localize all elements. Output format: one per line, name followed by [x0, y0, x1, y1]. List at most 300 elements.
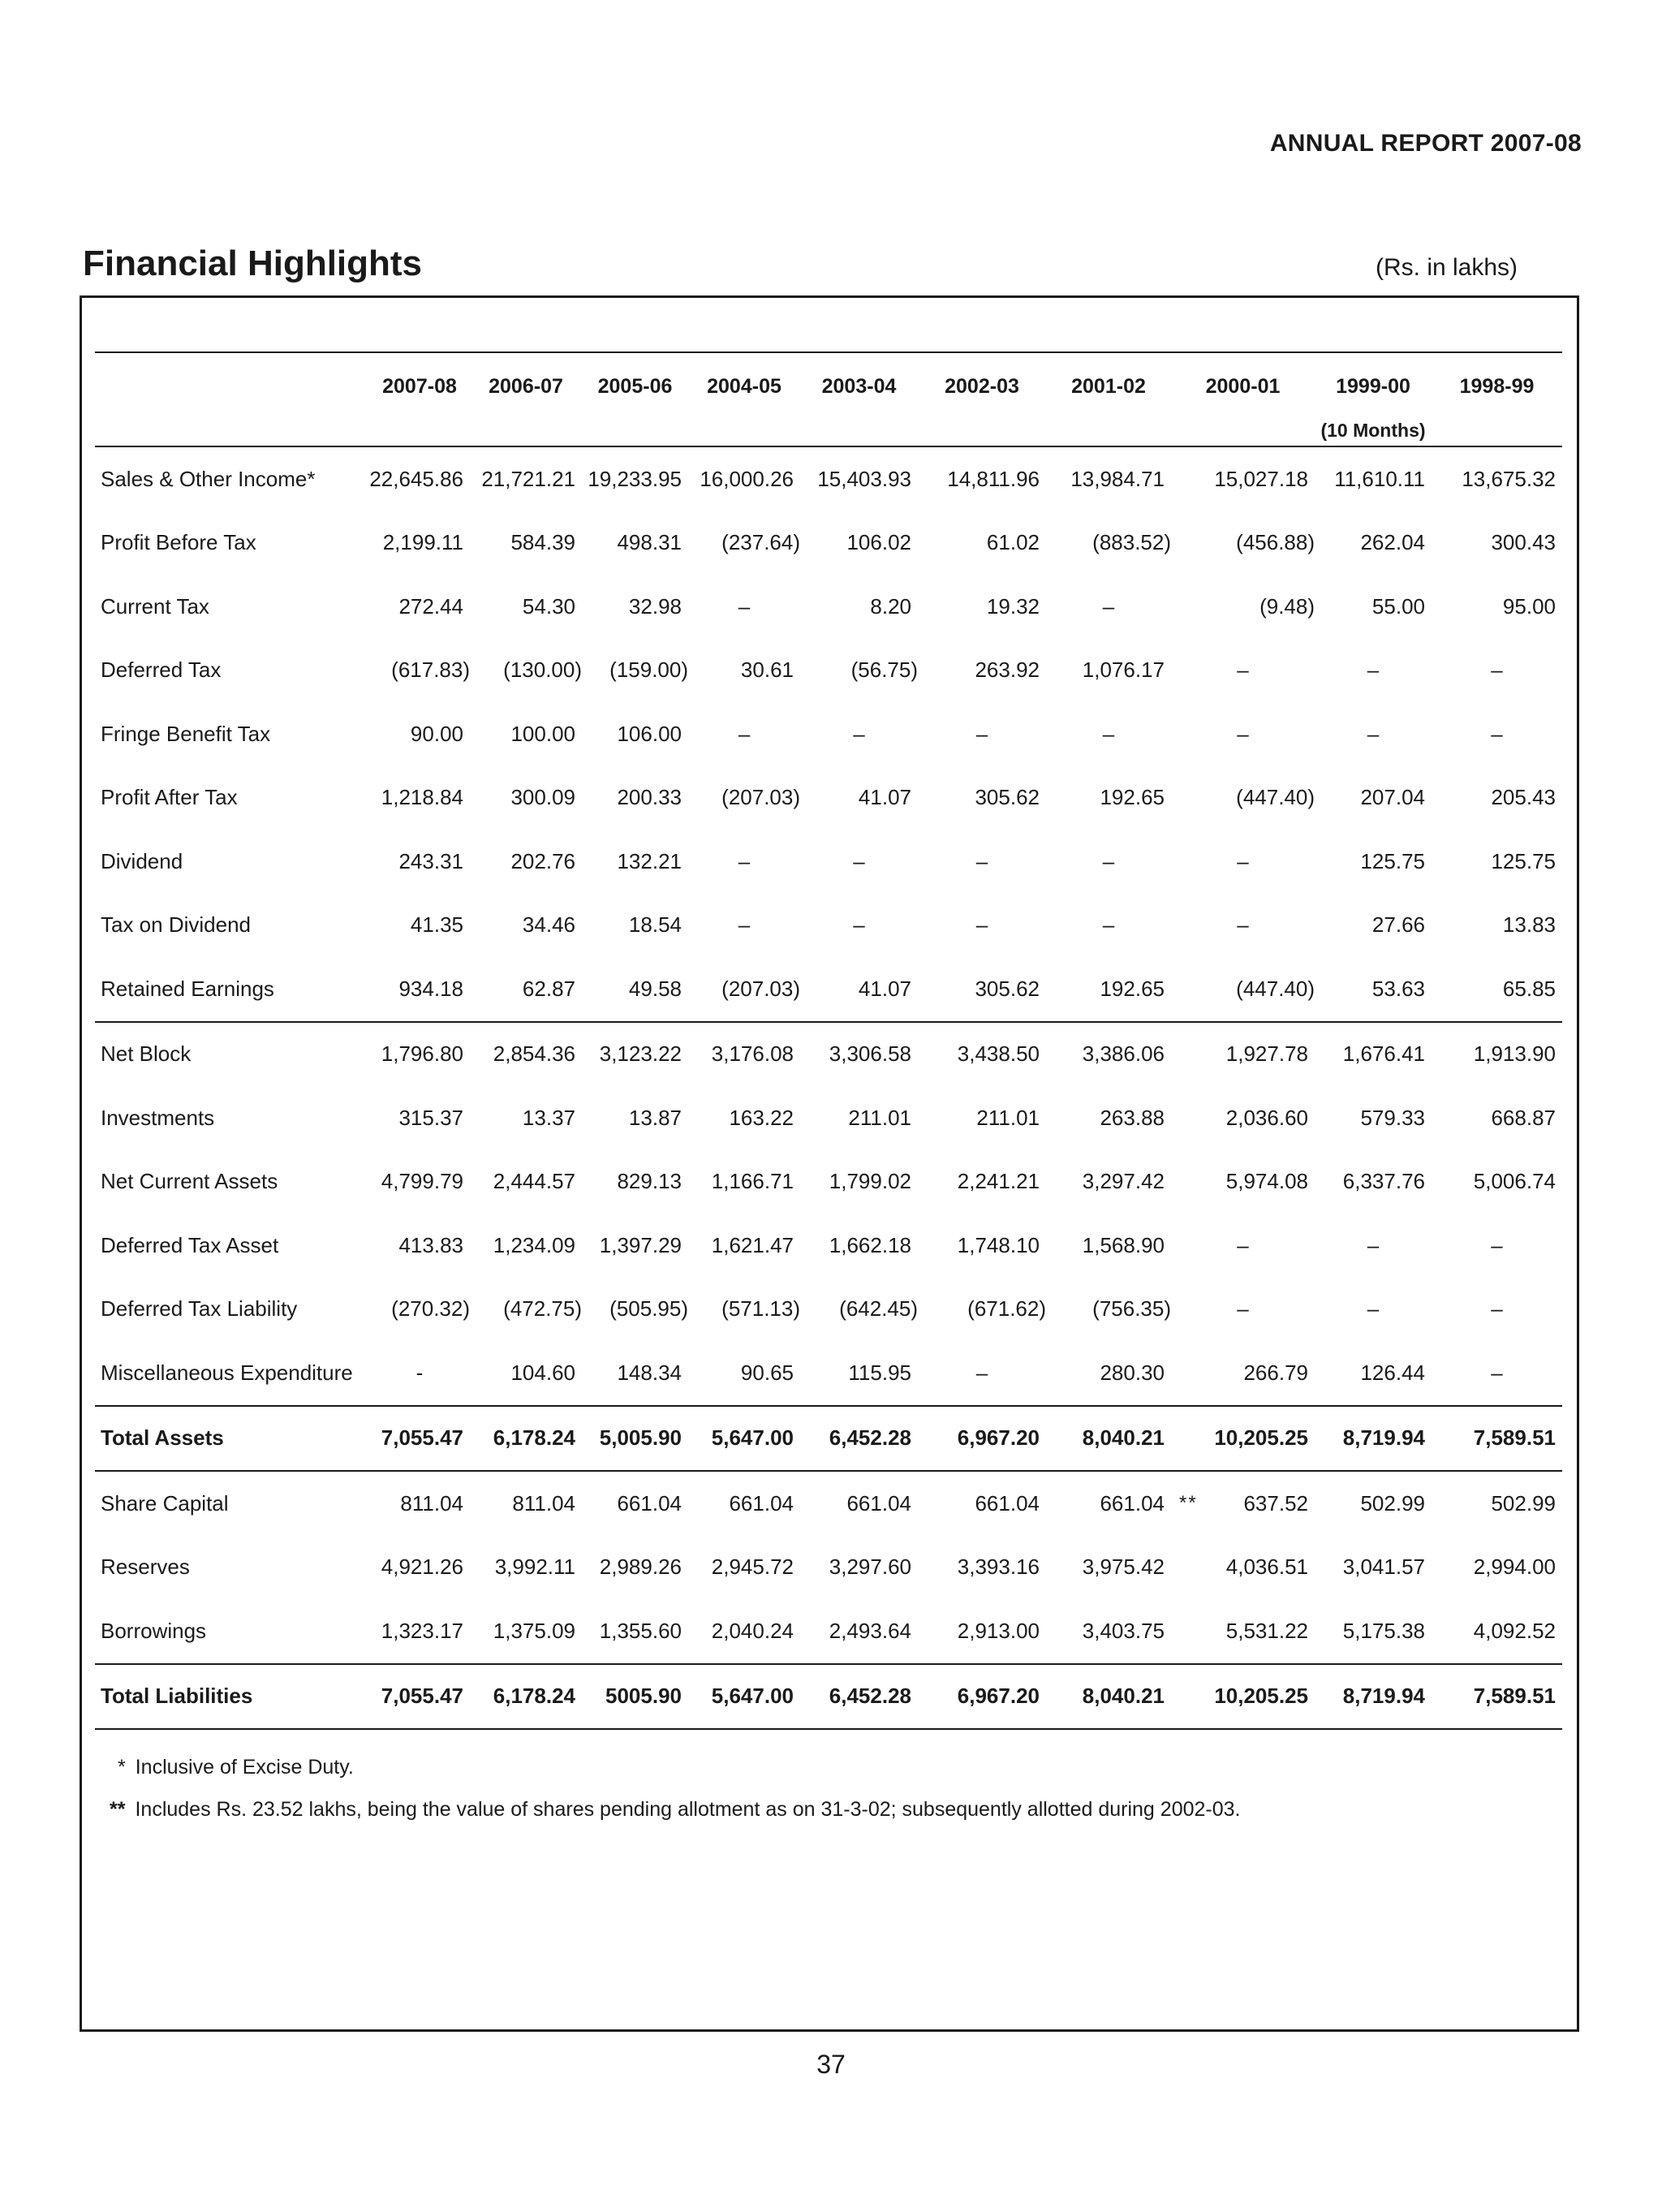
table-row: [95, 1150, 1562, 1214]
cell-value: –: [1237, 658, 1249, 683]
year-header: 2005-06: [582, 352, 688, 420]
value-cell: [1046, 1406, 1171, 1472]
value-cell: [800, 1536, 918, 1600]
year-header: 2006-07: [470, 352, 582, 420]
footnote-symbol: **: [110, 1798, 126, 1821]
value-cell: [369, 894, 470, 958]
value-cell: [582, 1278, 688, 1342]
value-cell: [918, 511, 1046, 576]
value-cell: [1171, 1536, 1315, 1600]
cell-value: 8.20: [870, 593, 911, 619]
year-note: [470, 420, 582, 446]
value-cell: [470, 1278, 582, 1342]
cell-value: (56.75): [850, 658, 918, 683]
footnote-share-allotment: [110, 1788, 1240, 1830]
cell-value: 5,531.22: [1225, 1618, 1308, 1643]
cell-value: –: [1237, 848, 1249, 873]
cell-value: 3,386.06: [1082, 1041, 1165, 1067]
cell-value: –: [1102, 593, 1115, 619]
table-row: [95, 1406, 1562, 1472]
cell-value: 41.35: [410, 912, 463, 938]
cell-value: 100.00: [510, 721, 575, 746]
table-body: [95, 446, 1562, 1729]
cell-value: 90.00: [410, 721, 463, 746]
row-label: Investments: [101, 1105, 215, 1130]
cell-value: 3,041.57: [1342, 1554, 1425, 1580]
value-cell: [1315, 575, 1432, 639]
cell-value: 106.02: [846, 530, 911, 555]
cell-value: (9.48): [1259, 593, 1315, 619]
cell-value: 1,748.10: [957, 1232, 1040, 1257]
value-cell: [800, 702, 918, 766]
cell-value: 2,945.72: [711, 1554, 794, 1580]
value-cell: [1315, 702, 1432, 766]
table-row: [95, 1022, 1562, 1087]
financial-highlights-table-area: [95, 351, 1562, 1730]
cell-value: 1,234.09: [493, 1232, 575, 1257]
value-cell: [1315, 830, 1432, 894]
value-cell: [1171, 511, 1315, 576]
value-cell: [1315, 1471, 1432, 1536]
value-cell: [1046, 1086, 1171, 1150]
year-header: 2007-08: [369, 352, 470, 420]
cell-value: –: [1491, 1360, 1503, 1385]
footnote-text: Includes Rs. 23.52 lakhs, being the value of shares pending allotment as on 31-3-02; subsequently allotted during 2002-03.: [135, 1798, 1241, 1821]
value-cell: [688, 1022, 800, 1087]
value-cell: [918, 1214, 1046, 1278]
value-cell: [1171, 1086, 1315, 1150]
cell-value: 1,568.90: [1082, 1232, 1165, 1257]
value-cell: [1432, 1471, 1562, 1536]
table-row: [95, 957, 1562, 1022]
value-cell: [1171, 446, 1315, 511]
cell-value: 272.44: [398, 593, 463, 619]
value-cell: [1046, 702, 1171, 766]
cell-value: 2,913.00: [957, 1618, 1040, 1643]
value-cell: [1171, 1664, 1315, 1730]
cell-value: 95.00: [1502, 593, 1556, 619]
cell-value: 200.33: [617, 785, 682, 810]
row-label: Retained Earnings: [101, 976, 274, 1001]
value-cell: [369, 1406, 470, 1472]
cell-value: 13.83: [1502, 912, 1556, 938]
value-cell: [1315, 1022, 1432, 1087]
cell-value: 243.31: [398, 848, 463, 873]
value-cell: [688, 1341, 800, 1406]
value-cell: [1171, 1599, 1315, 1664]
cell-value: 661.04: [729, 1490, 794, 1516]
value-cell: [582, 1150, 688, 1214]
value-cell: [1315, 1341, 1432, 1406]
value-cell: [1171, 1214, 1315, 1278]
value-cell: [369, 446, 470, 511]
value-cell: [582, 957, 688, 1022]
cell-value: 10,205.25: [1214, 1684, 1308, 1709]
value-cell: [1171, 1022, 1315, 1087]
value-cell: [582, 894, 688, 958]
value-cell: [369, 1599, 470, 1664]
value-cell: [1315, 957, 1432, 1022]
value-cell: [470, 957, 582, 1022]
value-cell: [582, 1214, 688, 1278]
cell-value: 3,297.42: [1082, 1169, 1165, 1194]
cell-value: 502.99: [1360, 1490, 1425, 1516]
value-cell: [369, 1022, 470, 1087]
value-cell: [688, 1536, 800, 1600]
cell-value: 163.22: [729, 1105, 794, 1130]
row-label: Current Tax: [101, 593, 209, 619]
cell-value: –: [1367, 1232, 1380, 1257]
cell-value: 30.61: [740, 658, 794, 683]
value-cell: [1315, 639, 1432, 703]
row-label: Borrowings: [101, 1618, 207, 1643]
cell-value: –: [853, 912, 865, 938]
cell-value: 106.00: [617, 721, 682, 746]
value-cell: [1315, 1536, 1432, 1600]
value-cell: [470, 1599, 582, 1664]
cell-value: 584.39: [510, 530, 575, 555]
cell-value: 3,975.42: [1082, 1554, 1165, 1580]
cell-value: 1,397.29: [599, 1232, 682, 1257]
year-note: (10 Months): [1315, 420, 1432, 446]
cell-value: 15,027.18: [1214, 466, 1308, 491]
table-row: [95, 894, 1562, 958]
cell-value: 2,989.26: [599, 1554, 682, 1580]
header-blank: [95, 352, 369, 420]
year-header-row: [95, 352, 1562, 420]
row-label: Total Liabilities: [95, 1664, 369, 1730]
value-cell: [369, 511, 470, 576]
value-cell: [1171, 639, 1315, 703]
value-cell: [800, 639, 918, 703]
cell-value: 19.32: [986, 593, 1040, 619]
footnote-excise: [110, 1746, 1240, 1788]
cell-value: 211.01: [848, 1105, 911, 1130]
value-cell: [582, 1471, 688, 1536]
cell-value: 5005.90: [605, 1684, 682, 1709]
cell-value: 305.62: [975, 785, 1040, 810]
value-cell: [582, 702, 688, 766]
value-cell: [470, 830, 582, 894]
value-cell: [369, 1214, 470, 1278]
cell-value: 1,796.80: [381, 1041, 463, 1067]
cell-value: 829.13: [617, 1169, 682, 1194]
cell-value: 5,647.00: [711, 1684, 794, 1709]
cell-value: 202.76: [510, 848, 575, 873]
value-cell: [1432, 1664, 1562, 1730]
value-cell: [800, 446, 918, 511]
cell-value: 637.52: [1243, 1490, 1308, 1516]
value-cell: [1315, 1664, 1432, 1730]
value-cell: [1046, 1341, 1171, 1406]
cell-value: 4,092.52: [1473, 1618, 1556, 1643]
value-cell: [800, 1471, 918, 1536]
year-note: [369, 420, 470, 446]
value-cell: [800, 1086, 918, 1150]
cell-value: 7,589.51: [1473, 1425, 1556, 1451]
value-cell: [1171, 766, 1315, 830]
value-cell: [369, 1536, 470, 1600]
row-label: Deferred Tax Asset: [101, 1232, 279, 1257]
cell-value: 148.34: [617, 1360, 682, 1385]
cell-value: (159.00): [609, 658, 688, 683]
table-row: [95, 1278, 1562, 1342]
cell-value: 1,621.47: [711, 1232, 794, 1257]
cell-value: 125.75: [1360, 848, 1425, 873]
cell-value: –: [738, 848, 751, 873]
cell-value: 16,000.26: [700, 466, 794, 491]
cell-value: 7,055.47: [381, 1684, 463, 1709]
cell-value: 1,913.90: [1473, 1041, 1556, 1067]
year-note: [918, 420, 1046, 446]
cell-value: (617.83): [391, 658, 470, 683]
cell-value: 413.83: [398, 1232, 463, 1257]
cell-value: 115.95: [848, 1360, 911, 1385]
value-cell: [800, 894, 918, 958]
cell-value: 13.37: [522, 1105, 575, 1130]
cell-value: 22,645.86: [369, 466, 463, 491]
cell-value: 32.98: [628, 593, 682, 619]
value-cell: [918, 1664, 1046, 1730]
value-cell: [470, 702, 582, 766]
value-cell: [918, 1022, 1046, 1087]
value-cell: [369, 957, 470, 1022]
year-header: 1999-00: [1315, 352, 1432, 420]
value-cell: [369, 702, 470, 766]
value-cell: [1171, 1406, 1315, 1472]
value-cell: [800, 1278, 918, 1342]
cell-value: 315.37: [398, 1105, 463, 1130]
cell-value: (456.88): [1236, 530, 1315, 555]
cell-value: 498.31: [617, 530, 682, 555]
value-cell: [1432, 639, 1562, 703]
footnote-symbol: *: [118, 1756, 126, 1779]
cell-value: 2,493.64: [829, 1618, 911, 1643]
value-cell: [918, 639, 1046, 703]
value-cell: [1171, 1341, 1315, 1406]
value-cell: [800, 1664, 918, 1730]
year-note: [1432, 420, 1562, 446]
cell-value: 300.09: [510, 785, 575, 810]
page-number: 37: [816, 2050, 846, 2079]
cell-value: –: [738, 593, 751, 619]
value-cell: [688, 702, 800, 766]
value-cell: [369, 1341, 470, 1406]
value-cell: [369, 1664, 470, 1730]
cell-value: 1,799.02: [829, 1169, 911, 1194]
row-label: Net Current Assets: [101, 1169, 278, 1194]
value-cell: [800, 1150, 918, 1214]
value-cell: [918, 575, 1046, 639]
cell-value: 1,355.60: [599, 1618, 682, 1643]
cell-value: 4,799.79: [381, 1169, 463, 1194]
cell-value: 4,921.26: [381, 1554, 463, 1580]
cell-value: –: [1237, 721, 1249, 746]
value-cell: [688, 1214, 800, 1278]
value-cell: [800, 830, 918, 894]
value-cell: [1315, 1214, 1432, 1278]
cell-value: 1,076.17: [1082, 658, 1165, 683]
value-cell: [470, 1214, 582, 1278]
value-cell: [470, 894, 582, 958]
row-label: Profit After Tax: [101, 785, 238, 810]
row-label: Profit Before Tax: [101, 530, 256, 555]
value-cell: [800, 511, 918, 576]
cell-value: 13.87: [628, 1105, 682, 1130]
year-note: [1046, 420, 1171, 446]
cell-value: –: [853, 721, 865, 746]
value-cell: [470, 1022, 582, 1087]
value-cell: [1432, 1341, 1562, 1406]
table-row: [95, 1341, 1562, 1406]
value-cell: [1046, 1150, 1171, 1214]
footnotes: [110, 1746, 1240, 1830]
value-cell: [918, 1536, 1046, 1600]
table-row: [95, 1214, 1562, 1278]
value-cell: [470, 575, 582, 639]
value-cell: [1432, 1022, 1562, 1087]
cell-value: (447.40): [1236, 785, 1315, 810]
cell-value: –: [1491, 1232, 1503, 1257]
value-cell: [688, 1664, 800, 1730]
value-cell: [1432, 446, 1562, 511]
value-cell: [1171, 957, 1315, 1022]
value-cell: [582, 1599, 688, 1664]
value-cell: [800, 1022, 918, 1087]
value-cell: [369, 1278, 470, 1342]
cell-value: 14,811.96: [947, 466, 1040, 491]
cell-value: 661.04: [975, 1490, 1040, 1516]
year-note: [688, 420, 800, 446]
cell-value: 305.62: [975, 976, 1040, 1001]
cell-value: 579.33: [1360, 1105, 1425, 1130]
value-cell: [1046, 830, 1171, 894]
value-cell: [582, 1086, 688, 1150]
value-cell: [1046, 1536, 1171, 1600]
cell-value: (883.52): [1092, 530, 1171, 555]
cell-value: 8,040.21: [1082, 1684, 1165, 1709]
cell-value: –: [1367, 1296, 1380, 1322]
value-cell: [1046, 1022, 1171, 1087]
cell-value: 18.54: [628, 912, 682, 938]
cell-value: 13,675.32: [1462, 466, 1556, 491]
value-cell: [688, 575, 800, 639]
table-row: [95, 1536, 1562, 1600]
value-cell: [582, 1664, 688, 1730]
table-row: [95, 639, 1562, 703]
cell-value: 3,393.16: [957, 1554, 1040, 1580]
year-note: [800, 420, 918, 446]
cell-value: 49.58: [628, 976, 682, 1001]
cell-value: 1,375.09: [493, 1618, 575, 1643]
row-label: Tax on Dividend: [101, 912, 251, 938]
cell-value: –: [1367, 658, 1380, 683]
value-cell: [1432, 1150, 1562, 1214]
cell-value: (505.95): [609, 1296, 688, 1322]
value-cell: [470, 446, 582, 511]
value-cell: [918, 1150, 1046, 1214]
value-cell: [1046, 894, 1171, 958]
cell-value: (237.64): [721, 530, 800, 555]
cell-value: –: [975, 912, 988, 938]
value-cell: [470, 1406, 582, 1472]
table-row: [95, 1086, 1562, 1150]
cell-value: 300.43: [1491, 530, 1556, 555]
cell-value: 2,444.57: [493, 1169, 575, 1194]
value-cell: [369, 1150, 470, 1214]
value-cell: [1315, 1278, 1432, 1342]
value-cell: [688, 1086, 800, 1150]
cell-value: –: [1491, 721, 1503, 746]
value-cell: [470, 1341, 582, 1406]
row-label: Share Capital: [95, 1471, 369, 1536]
cell-value: 2,854.36: [493, 1041, 575, 1067]
value-cell: [470, 1150, 582, 1214]
value-cell: [800, 1214, 918, 1278]
value-cell: [1315, 1406, 1432, 1472]
header-blank: [95, 420, 369, 446]
cell-value: 61.02: [986, 530, 1040, 555]
cell-value: 1,218.84: [381, 785, 463, 810]
value-cell: [918, 446, 1046, 511]
year-note: [1171, 420, 1315, 446]
cell-value: 2,199.11: [382, 530, 463, 555]
value-cell: [1315, 1599, 1432, 1664]
table-row: [95, 511, 1562, 576]
value-cell: [918, 766, 1046, 830]
value-cell: [688, 894, 800, 958]
footnote-marker: **: [1179, 1492, 1198, 1515]
cell-value: 6,452.28: [829, 1684, 911, 1709]
cell-value: –: [1237, 912, 1249, 938]
cell-value: 53.63: [1371, 976, 1425, 1001]
cell-value: 41.07: [858, 976, 911, 1001]
cell-value: 263.92: [975, 658, 1040, 683]
cell-value: 7,589.51: [1473, 1684, 1556, 1709]
cell-value: 2,036.60: [1225, 1105, 1308, 1130]
cell-value: (671.62): [967, 1296, 1046, 1322]
cell-value: 3,306.58: [829, 1041, 911, 1067]
cell-value: 55.00: [1371, 593, 1425, 619]
cell-value: 6,178.24: [493, 1684, 575, 1709]
cell-value: –: [975, 848, 988, 873]
footnote-text: Inclusive of Excise Duty.: [135, 1756, 354, 1779]
value-cell: [470, 1536, 582, 1600]
cell-value: (756.35): [1092, 1296, 1171, 1322]
year-header: 2004-05: [688, 352, 800, 420]
value-cell: [1432, 1536, 1562, 1600]
value-cell: [470, 766, 582, 830]
cell-value: 6,967.20: [957, 1425, 1040, 1451]
row-label: Net Block: [95, 1022, 369, 1087]
cell-value: 5,175.38: [1342, 1618, 1425, 1643]
cell-value: 2,040.24: [711, 1618, 794, 1643]
cell-value: 104.60: [510, 1360, 575, 1385]
table-row: [95, 446, 1562, 511]
value-cell: [582, 830, 688, 894]
value-cell: [582, 1022, 688, 1087]
cell-value: 8,040.21: [1082, 1425, 1165, 1451]
value-cell: [1171, 702, 1315, 766]
cell-value: 1,927.78: [1225, 1041, 1308, 1067]
cell-value: 6,337.76: [1342, 1169, 1425, 1194]
cell-value: 3,297.60: [829, 1554, 911, 1580]
cell-value: 6,967.20: [957, 1684, 1040, 1709]
value-cell: [369, 639, 470, 703]
year-header: 2001-02: [1046, 352, 1171, 420]
value-cell: [1315, 766, 1432, 830]
value-cell: [470, 1471, 582, 1536]
